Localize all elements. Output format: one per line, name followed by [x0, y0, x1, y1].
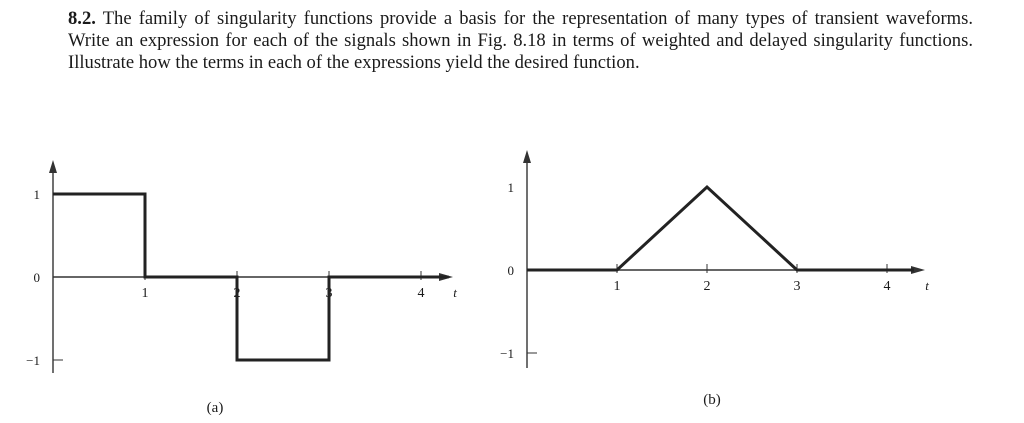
x-tick-label: 3 [325, 286, 333, 301]
x-tick-label: 4 [417, 286, 425, 301]
plot-a [26, 160, 457, 416]
y-tick-label: 1 [507, 180, 514, 195]
figure-caption: (b) [703, 392, 721, 408]
x-tick-label: 1 [141, 286, 149, 301]
problem-text: The family of singularity functions provide a basis for the representation of many types of transient waveforms. Write an expression for each of the signals shown in Fig. 8.18 in terms of weighted and delayed singularity functions. Illustrate how the terms in each of the expressions yield the desired function. [68, 8, 974, 73]
x-tick-label: 2 [703, 279, 711, 294]
y-axis-arrow [49, 160, 57, 173]
x-axis-label: t [453, 285, 457, 300]
y-tick-label: −1 [26, 353, 40, 368]
y-tick-label: 1 [33, 187, 40, 202]
y-tick-label: −1 [500, 346, 514, 361]
x-axis-label: t [925, 278, 929, 293]
y-axis-arrow [523, 150, 531, 163]
y-tick-label: 0 [507, 263, 514, 278]
problem-number: 8.2. [68, 8, 96, 29]
y-tick-label: 0 [33, 270, 40, 285]
x-tick-label: 2 [233, 286, 241, 301]
signal-waveform [527, 187, 914, 270]
plot-b [500, 150, 929, 408]
figure-caption: (a) [206, 400, 224, 416]
x-tick-label: 3 [793, 279, 801, 294]
x-tick-label: 4 [883, 279, 891, 294]
x-tick-label: 1 [613, 279, 621, 294]
